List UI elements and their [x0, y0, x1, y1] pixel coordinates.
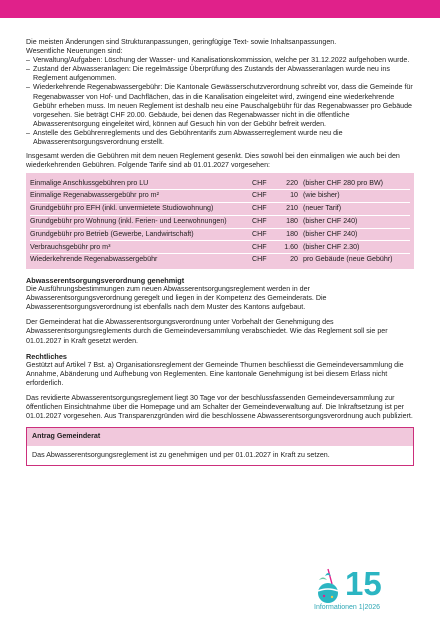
page-number: 15 — [345, 565, 382, 602]
change-item: – Verwaltung/Aufgaben: Löschung der Wasser- und Kanalisationskommission, welche per 31.12.2022 aufgehoben wurde. — [26, 56, 414, 65]
tarif-amount: 220 — [272, 177, 303, 189]
change-item: – Zustand der Abwasseranlagen: Die regelmässige Überprüfung des Zustands der Abwasseranlagen wurde neu ins Reglement aufgenommen. — [26, 65, 414, 83]
tarif-row — [30, 215, 410, 228]
tarif-currency: CHF — [252, 190, 272, 203]
tarif-note: (neuer Tarif) — [303, 202, 410, 215]
antrag-heading: Antrag Gemeinderat — [27, 428, 413, 445]
tarif-description: Einmalige Anschlussgebühren pro LU — [30, 177, 252, 189]
tarif-note: (wie bisher) — [303, 190, 410, 203]
section-heading: Rechtliches — [26, 351, 67, 361]
tarif-currency: CHF — [252, 241, 272, 254]
article-body — [26, 38, 414, 466]
tarif-currency: CHF — [252, 202, 272, 215]
tarif-row — [30, 241, 410, 254]
antrag-box — [26, 427, 414, 465]
tarif-description: Einmalige Regenabwassergebühr pro m² — [30, 190, 252, 203]
intro-line-1: Die meisten Änderungen sind Strukturanpassungen, geringfügige Text- sowie Inhaltsanpassungen. — [26, 38, 337, 46]
tarif-row — [30, 177, 410, 189]
tarif-note: (bisher CHF 280 pro BW) — [303, 177, 410, 189]
tarif-amount: 1.60 — [272, 241, 303, 254]
top-color-bar — [0, 0, 440, 18]
tarif-intro: Insgesamt werden die Gebühren mit dem neuen Reglement gesenkt. Dies sowohl bei den einmaligen wie auch bei den wiederkehrenden Gebühren. Folgende Tarife sind ab 01.01.2027 vorgesehen: — [26, 152, 400, 170]
paragraph: Die Ausführungsbestimmungen zum neuen Abwasserentsorgungsreglement werden in der Abwasserentsorgungsverordnung geregelt und liegen in der Kompetenz des Gemeinderats. Die Abwasserentsorgungsverordnung ist ebenfalls nach dem Muster des Kantons aufgebaut. — [26, 285, 327, 312]
tarif-note: (bisher CHF 240) — [303, 228, 410, 241]
tarif-currency: CHF — [252, 177, 272, 189]
paragraph: Gestützt auf Artikel 7 Bst. a) Organisationsreglement der Gemeinde Thurnen beschliesst die Gemeindeversammlung die Annahme, Abänderung und Aufhebung von Reglementen. Eine kantonale Genehmigung ist bei diesem Erlass nicht erforderlich. — [26, 360, 404, 388]
coconut-drink-icon — [314, 566, 342, 606]
tarif-amount: 10 — [272, 190, 303, 203]
tarif-currency: CHF — [252, 255, 267, 264]
tarif-amount: 180 — [272, 228, 303, 241]
tarif-note: (bisher CHF 2.30) — [303, 241, 410, 254]
tarif-amount: 20 — [290, 255, 298, 264]
changes-list — [26, 56, 414, 147]
tarif-note: (bisher CHF 240) — [303, 215, 410, 228]
tarif-row — [30, 202, 410, 215]
tarif-description: Verbrauchsgebühr pro m³ — [30, 241, 252, 254]
tarif-table — [30, 177, 410, 266]
tarif-row — [30, 228, 410, 241]
antrag-text: Das Abwasserentsorgungsreglement ist zu genehmigen und per 01.01.2027 in Kraft zu setzen. — [32, 450, 330, 459]
section-heading: Abwasserentsorgungsverordnung genehmigt — [26, 275, 185, 285]
tarif-amount: 180 — [272, 215, 303, 228]
intro-line-2: Wesentliche Neuerungen sind: — [26, 47, 123, 56]
tarif-currency: CHF — [252, 228, 272, 241]
footer-label: Informationen 1|2026 — [314, 604, 381, 611]
paragraph: Der Gemeinderat hat die Abwasserentsorgungsverordnung unter Vorbehalt der Genehmigung des Abwasserentsorgungsreglements durch die Gemeindeversammlung verabschiedet. Wie das Reglement soll sie per 01.01.2027 in Kraft gesetzt werden. — [26, 318, 388, 345]
section-genehmigt — [26, 276, 414, 346]
paragraph: Das revidierte Abwasserentsorgungsreglement liegt 30 Tage vor der beschlussfassenden Gemeindeversammlung zur öffentlichen Einsichtnahme über die Homepage und am Schalter der Gemeindeverwaltung auf. Die Inkraftsetzung ist per 01.01.2027 vorgesehen. Aus Transparenzgründen wird die beschlossene Abwasserentsorgungsverordnung auch publiziert. — [26, 394, 413, 421]
tarif-description: Grundgebühr pro Wohnung (inkl. Ferien- und Leerwohnungen) — [30, 215, 252, 228]
section-rechtliches — [26, 352, 414, 422]
tarif-box — [26, 173, 414, 269]
tarif-description: Grundgebühr pro EFH (inkl. unvermietete Studiowohnung) — [30, 202, 252, 215]
tarif-row — [30, 190, 410, 203]
tarif-note: pro Gebäude (neue Gebühr) — [303, 255, 393, 264]
tarif-currency: CHF — [252, 215, 272, 228]
tarif-description: Grundgebühr pro Betrieb (Gewerbe, Landwirtschaft) — [30, 228, 252, 241]
tarif-row — [30, 254, 410, 266]
change-item: – Anstelle des Gebührenreglements und des Gebührentarifs zum Abwasserreglement wurde neu die Abwasserentsorgungsverordnung erstellt. — [26, 129, 414, 147]
tarif-amount: 210 — [272, 202, 303, 215]
change-item: – Wiederkehrende Regenabwassergebühr: Die Kantonale Gewässerschutzverordnung schreibt vor, dass die Gemeinde für Regenabwasser von Hof- und Dachflächen, das in die Kanalisation eingeleitet wird, zwingend eine wiederkehrende Gebühr erheben muss. Im neuen Reglement ist deshalb neu eine Pauschalgebühr für das Regenabwasser pro Gebäude vorgesehen. Sie beträgt CHF 20.00. Gebäude, bei denen das Regenabwasser nicht in die öffentliche Abwasserentsorgung eingeleitet wird, können auf Gesuch hin von der Gebühr befreit werden. — [26, 83, 414, 128]
tarif-description: Wiederkehrende Regenabwassergebühr — [30, 255, 158, 264]
